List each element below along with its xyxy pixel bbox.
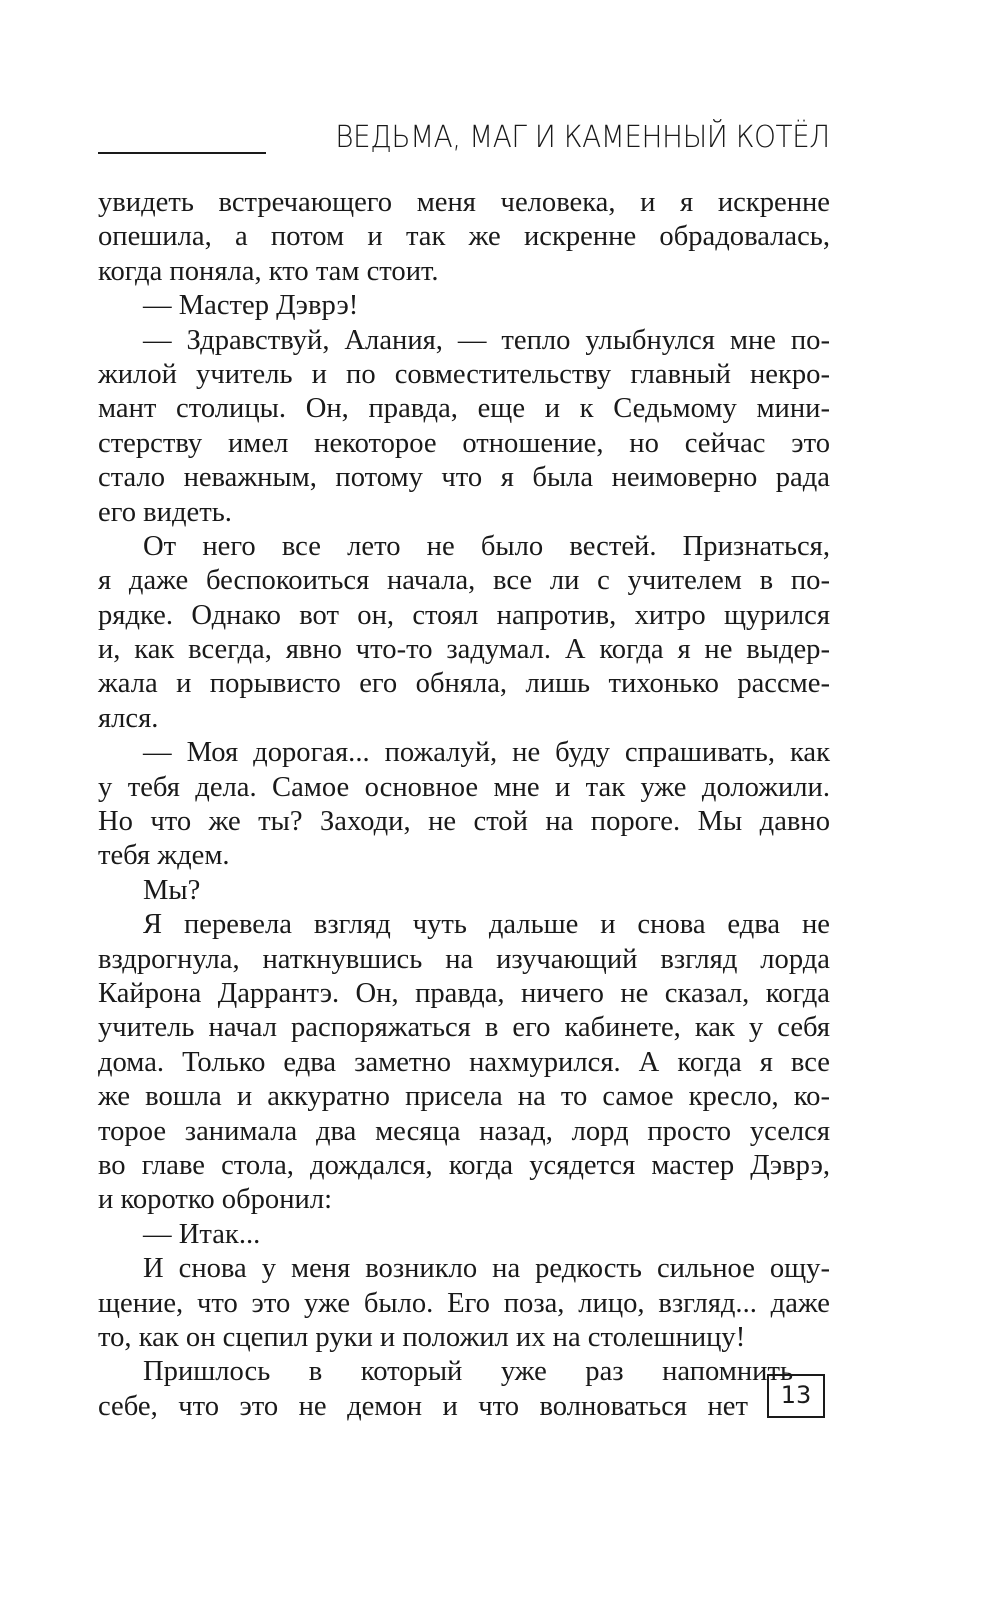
text-line: Кайрона Даррантэ. Он, правда, ничего не сказал, когда bbox=[98, 977, 830, 1009]
text-line: увидеть встречающего меня человека, и я искренне bbox=[98, 187, 830, 218]
text-line: во главе стола, дождался, когда усядется мастер Дэврэ, bbox=[98, 1149, 830, 1181]
header-rule bbox=[98, 152, 266, 154]
text-line: Мы? bbox=[143, 874, 201, 906]
text-line: вздрогнула, наткнувшись на изучающий взгляд лорда bbox=[98, 943, 830, 975]
text-line: торое занимала два месяца назад, лорд просто уселся bbox=[98, 1115, 830, 1147]
text-line: и, как всегда, явно что-то задумал. А когда я не выдер- bbox=[98, 634, 830, 666]
text-line: мант столицы. Он, правда, еще и к Седьмому мини- bbox=[98, 393, 830, 425]
text-line: рядке. Однако вот он, стоял напротив, хитро щурился bbox=[98, 599, 830, 631]
text-line: — Моя дорогая... пожалуй, не буду спрашивать, как bbox=[143, 737, 830, 769]
text-line: стало неважным, потому что я была неимоверно рада bbox=[98, 462, 830, 494]
text-line: дома. Только едва заметно нахмурился. А когда я все bbox=[98, 1046, 830, 1078]
text-line: ялся. bbox=[98, 702, 159, 734]
text-line: И снова у меня возникло на редкость сильное ощу- bbox=[143, 1253, 830, 1285]
text-line: же вошла и аккуратно присела на то самое кресло, ко- bbox=[98, 1081, 830, 1113]
text-line: я даже беспокоиться начала, все ли с учителем в по- bbox=[98, 565, 830, 597]
text-line: — Здравствуй, Алания, — тепло улыбнулся мне по- bbox=[143, 324, 830, 356]
text-line: — Итак... bbox=[143, 1218, 261, 1250]
text-line: и коротко обронил: bbox=[98, 1184, 333, 1216]
text-line: Я перевела взгляд чуть дальше и снова едва не bbox=[143, 909, 830, 941]
text-line: Пришлось в который уже раз напомнить bbox=[143, 1356, 793, 1388]
text-line: то, как он сцепил руки и положил их на столешницу! bbox=[98, 1321, 746, 1353]
text-line: его видеть. bbox=[98, 496, 232, 528]
running-header bbox=[98, 118, 830, 158]
text-line: тебя ждем. bbox=[98, 840, 230, 872]
text-line: себе, что это не демон и что волноваться нет bbox=[98, 1390, 748, 1422]
text-line: жала и порывисто его обняла, лишь тихонько рассме- bbox=[98, 668, 830, 700]
text-line: Но что же ты? Заходи, не стой на пороге. Мы давно bbox=[98, 806, 830, 838]
text-line: жилой учитель и по совместительству главный некро- bbox=[98, 358, 830, 390]
text-line: когда поняла, кто там стоит. bbox=[98, 255, 439, 287]
text-line: От него все лето не было вестей. Признаться, bbox=[143, 530, 830, 562]
page-body bbox=[98, 186, 830, 1424]
text-line: — Мастер Дэврэ! bbox=[143, 290, 359, 322]
text-line: у тебя дела. Самое основное мне и так уже доложили. bbox=[98, 771, 830, 803]
text-line: учитель начал распоряжаться в его кабинете, как у себя bbox=[98, 1012, 830, 1044]
text-line: стерству имел некоторое отношение, но сейчас это bbox=[98, 427, 830, 459]
text-line: опешила, а потом и так же искренне обрадовалась, bbox=[98, 221, 830, 253]
page-number: 13 bbox=[767, 1374, 825, 1418]
book-title: ВЕДЬМА, МАГ И КАМЕННЫЙ КОТЁЛ bbox=[335, 120, 830, 155]
text-line: щение, что это уже было. Его поза, лицо, взгляд... даже bbox=[98, 1287, 830, 1319]
